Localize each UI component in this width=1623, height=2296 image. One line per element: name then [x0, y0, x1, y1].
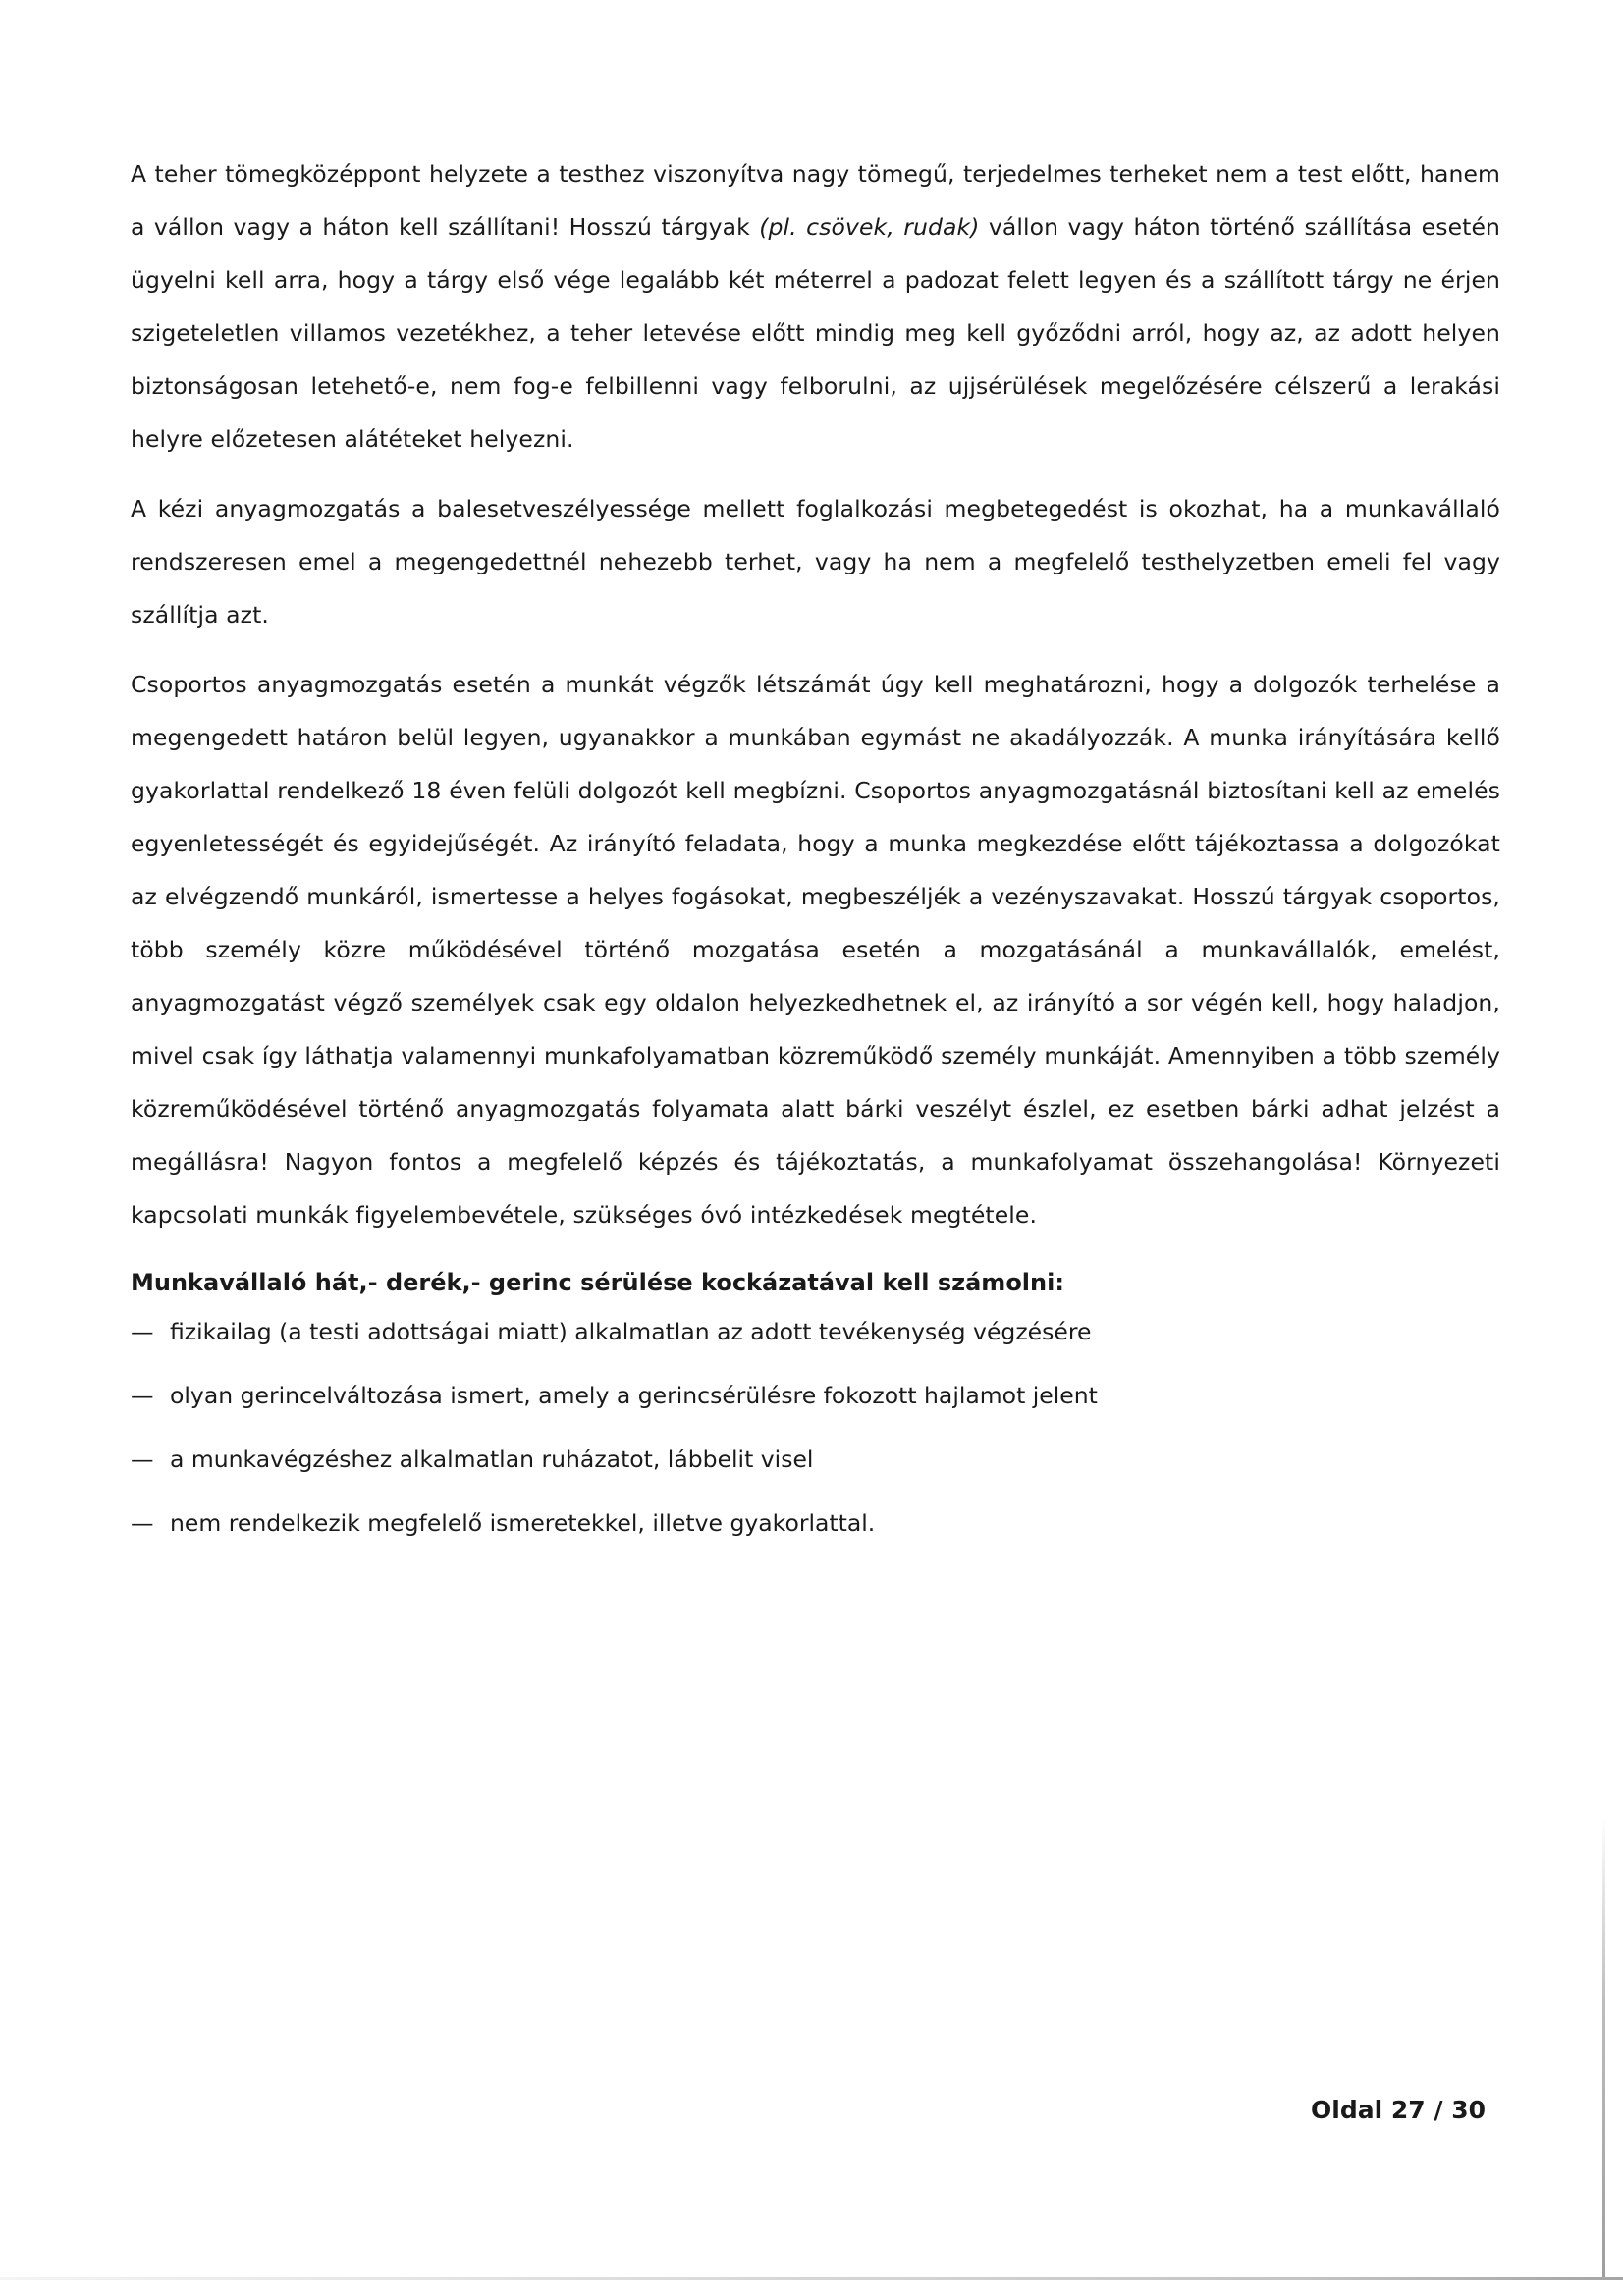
- paragraph-load-carrying: [131, 147, 1500, 465]
- page-number: Oldal 27 / 30: [1311, 2096, 1486, 2124]
- paragraph-text: vállon vagy háton történő szállítása esetén ügyelni kell arra, hogy a tárgy első vége legalább két méterrel a padozat felett legyen és a szállított tárgy ne érjen szigeteletlen villamos vezetékhez, a teher letevése előtt mindig meg kell győződni arról, hogy az, az adott helyen biztonságosan letehető-e, nem fog-e felbillenni vagy felborulni, az ujjsérülések megelőzésére célszerű a lerakási helyre előzetesen alátéteket helyezni.: [131, 213, 1500, 453]
- list-item: [131, 1508, 1500, 1538]
- scan-edge-shadow: [1602, 1817, 1605, 2278]
- list-item-text: nem rendelkezik megfelelő ismeretekkel, illetve gyakorlattal.: [170, 1509, 876, 1537]
- scan-edge-shadow: [0, 2277, 1623, 2280]
- paragraph-group-handling: [131, 658, 1500, 1241]
- paragraph-occupational-disease: [131, 482, 1500, 641]
- page-body: [131, 147, 1500, 1572]
- risk-list: [131, 1317, 1500, 1538]
- paragraph-italic-example: (pl. csövek, rudak): [759, 213, 980, 241]
- dash-bullet-icon: —: [131, 1382, 154, 1409]
- dash-bullet-icon: —: [131, 1446, 154, 1473]
- list-item-text: fizikailag (a testi adottságai miatt) alkalmatlan az adott tevékenység végzésére: [170, 1318, 1092, 1345]
- list-item: [131, 1445, 1500, 1474]
- list-item-text: a munkavégzéshez alkalmatlan ruházatot, lábbelit visel: [170, 1446, 814, 1473]
- dash-bullet-icon: —: [131, 1509, 154, 1537]
- section-heading: Munkavállaló hát,- derék,- gerinc sérülése kockázatával kell számolni:: [131, 1269, 1064, 1296]
- paragraph-text: A teher tömegközéppont helyzete a testhez viszonyítva nagy tömegű, terjedelmes terheket nem a test előtt, hanem a vállon vagy a háton kell szállítani! Hosszú tárgyak: [131, 160, 1500, 241]
- paragraph-text: Csoportos anyagmozgatás esetén a munkát végzők létszámát úgy kell meghatározni, hogy a dolgozók terhelése a megengedett határon belül legyen, ugyanakkor a munkában egymást ne akadályozzák. A munka irányítására kellő gyakorlattal rendelkező 18 éven felüli dolgozót kell megbízni. Csoportos anyagmozgatásnál biztosítani kell az emelés egyenletességét és egyidejűségét. Az irányító feladata, hogy a munka megkezdése előtt tájékoztassa a dolgozókat az elvégzendő munkáról, ismertesse a helyes fogásokat, megbeszéljék a vezényszavakat. Hosszú tárgyak csoportos, több személy közre működésével történő mozgatása esetén a mozgatásánál a munkavállalók, emelést, anyagmozgatást végző személyek csak egy oldalon helyezkedhetnek el, az irányító a sor végén kell, hogy haladjon, mivel csak így láthatja valamennyi munkafolyamatban közreműködő személy munkáját. Amennyiben a több személy közreműködésével történő anyagmozgatás folyamata alatt bárki veszélyt észlel, ez esetben bárki adhat jelzést a megállásra! Nagyon fontos a megfelelő képzés és tájékoztatás, a munkafolyamat összehangolása! Környezeti kapcsolati munkák figyelembevétele, szükséges óvó intézkedések megtétele.: [131, 671, 1500, 1229]
- list-item: [131, 1317, 1500, 1346]
- dash-bullet-icon: —: [131, 1318, 154, 1345]
- paragraph-text: A kézi anyagmozgatás a balesetveszélyessége mellett foglalkozási megbetegedést is okozhat, ha a munkavállaló rendszeresen emel a megengedettnél nehezebb terhet, vagy ha nem a megfelelő testhelyzetben emeli fel vagy szállítja azt.: [131, 495, 1500, 629]
- list-item: [131, 1381, 1500, 1410]
- list-item-text: olyan gerincelváltozása ismert, amely a gerincsérülésre fokozott hajlamot jelent: [170, 1382, 1098, 1409]
